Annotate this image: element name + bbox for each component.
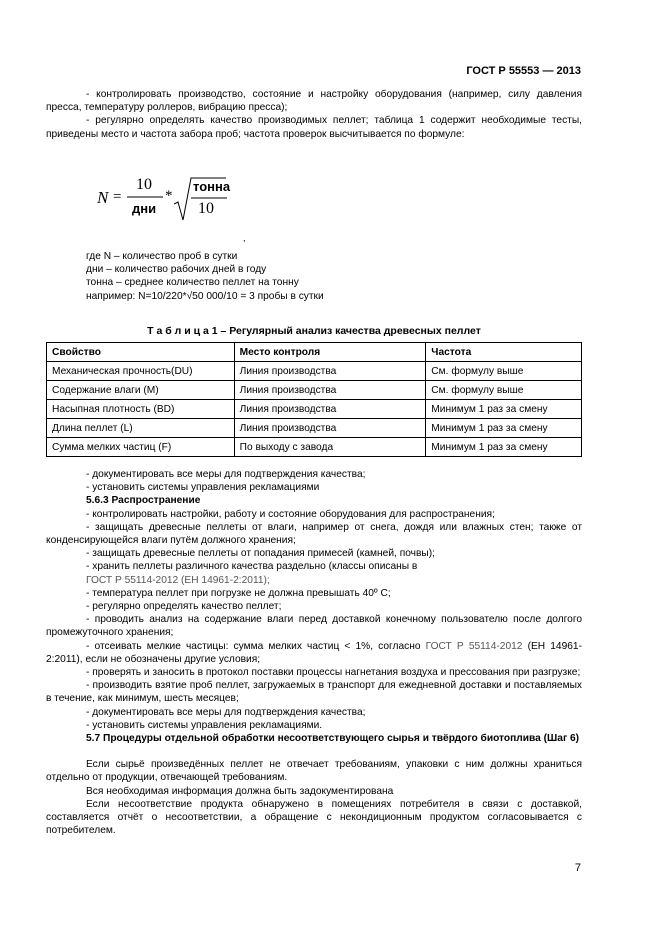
formula-legend — [86, 250, 582, 303]
table-cell: Механическая прочность(DU) — [47, 362, 235, 381]
legend-line: тонна – среднее количество пеллет на тонну — [86, 277, 299, 289]
main-text — [46, 468, 582, 837]
legend-line: например: N=10/220*√50 000/10 = 3 пробы в сутки — [86, 290, 324, 302]
list-item: - установить системы управления рекламациями. — [86, 719, 323, 731]
table-row — [47, 419, 582, 438]
table-cell: Линия производства — [234, 419, 426, 438]
table-header-row — [47, 343, 582, 362]
table-row — [47, 438, 582, 457]
table-cell: Сумма мелких частиц (F) — [47, 438, 235, 457]
standard-reference-link[interactable]: ГОСТ Р 55114-2012 (ЕН 14961-2:2011); — [86, 574, 270, 586]
formula-denominator-1: дни — [132, 201, 157, 216]
page-number: 7 — [574, 862, 581, 874]
list-item: - температура пеллет при погрузке не должна превышать 40º С; — [86, 587, 391, 599]
page-header: ГОСТ Р 55553 — 2013 — [466, 65, 581, 77]
fraction-bar-1 — [127, 196, 163, 198]
table-cell: Содержание влаги (M) — [47, 381, 235, 400]
formula-trailing-comma: , — [243, 233, 246, 243]
list-item: - защищать древесные пеллеты от попадания примесей (камней, почвы); — [86, 548, 435, 560]
list-item: - регулярно определять качество пеллет; — [86, 601, 282, 613]
list-item-sieve — [46, 640, 582, 666]
body-paragraph: Вся необходимая информация должна быть задокументирована — [86, 785, 394, 797]
formula-equals: = — [113, 189, 122, 205]
col-header-frequency: Частота — [426, 343, 582, 362]
table-cell: Минимум 1 раз за смену — [426, 400, 582, 419]
formula-numerator-1: 10 — [136, 176, 152, 193]
intro-paragraph: - контролировать производство, состояние и настройку оборудования (например, силу давления пресса, температуру роллеров, вибрацию пресса); — [46, 89, 582, 114]
formula-times: * — [165, 188, 173, 204]
legend-line: дни – количество рабочих дней в году — [86, 264, 267, 276]
intro-block — [46, 88, 582, 141]
table-row — [47, 362, 582, 381]
list-item: - защищать древесные пеллеты от влаги, например от снега, дождя или влажных стен; также от конденсирующейся влаги путём должного хранения; — [46, 521, 582, 547]
table-cell: По выходу с завода — [234, 438, 426, 457]
fraction-bar-2 — [191, 197, 227, 199]
section-heading-5-7: 5.7 Процедуры отдельной обработки несоответствующего сырья и твёрдого биотоплива (Шаг 6) — [86, 733, 580, 745]
table-caption: Т а б л и ц а 1 – Регулярный анализ качества древесных пеллет — [147, 325, 481, 337]
col-header-property: Свойство — [47, 343, 235, 362]
table-row — [47, 400, 582, 419]
col-header-location: Место контроля — [234, 343, 426, 362]
quality-table — [46, 342, 582, 457]
intro-paragraph: - регулярно определять качество производимых пеллет; таблица 1 содержит необходимые тесты, приведены место и частота забора проб; частота проверок высчитывается по формуле: — [46, 115, 582, 140]
formula-denominator-2: 10 — [198, 200, 214, 217]
formula-lhs: N — [97, 188, 109, 207]
sampling-formula — [95, 176, 255, 224]
list-item: - производить взятие проб пеллет, загружаемых в транспорт для ежедневной доставки и поставляемых в течение, как минимум, шесть месяцев; — [46, 680, 582, 705]
sieve-text-cont: (ЕН 14961-2:2011), если не обозначены другие условия; — [46, 640, 582, 665]
table-cell: Линия производства — [234, 362, 426, 381]
list-item: - хранить пеллеты различного качества раздельно (классы описаны в — [86, 561, 418, 573]
section-heading-5-6-3: 5.6.3 Распространение — [86, 495, 201, 507]
table-cell: См. формулу выше — [426, 362, 582, 381]
list-item: - проверять и заносить в протокол поставки процессы нагнетания воздуха и прессования при разгрузке; — [86, 667, 581, 679]
table-cell: Минимум 1 раз за смену — [426, 419, 582, 438]
table-cell: Насыпная плотность (BD) — [47, 400, 235, 419]
list-item: - проводить анализ на содержание влаги перед доставкой конечному пользователю после долгого промежуточного хранения; — [46, 614, 582, 639]
table-cell: Минимум 1 раз за смену — [426, 438, 582, 457]
table-cell: Линия производства — [234, 381, 426, 400]
body-paragraph: Если несоответствие продукта обнаружено в помещениях потребителя в связи с доставкой, составляется отчёт о несоответствии, а обращение с некондиционным продуктом согласовывается с потребителем. — [46, 798, 582, 837]
formula-numerator-2: тонна — [193, 179, 231, 194]
table-row — [47, 381, 582, 400]
list-item: - документировать все меры для подтверждения качества; — [86, 469, 366, 480]
table-cell: Линия производства — [234, 400, 426, 419]
standard-reference-link[interactable]: ГОСТ Р 55114-2012 — [425, 640, 523, 652]
table-cell: См. формулу выше — [426, 381, 582, 400]
list-item: - установить системы управления рекламациями — [86, 482, 320, 494]
list-item: - контролировать настройки, работу и состояние оборудования для распространения; — [86, 508, 495, 520]
table-cell: Длина пеллет (L) — [47, 419, 235, 438]
body-paragraph: Если сырьё произведённых пеллет не отвечает требованиям, упаковки с ним должны храниться отдельно от продукции, отвечающей требованиям. — [46, 759, 582, 784]
list-item: - документировать все меры для подтверждения качества; — [86, 706, 366, 718]
legend-line: где N – количество проб в сутки — [86, 251, 238, 262]
sieve-text: - отсеивать мелкие частицы: сумма мелких частиц < 1%, согласно — [86, 640, 421, 652]
